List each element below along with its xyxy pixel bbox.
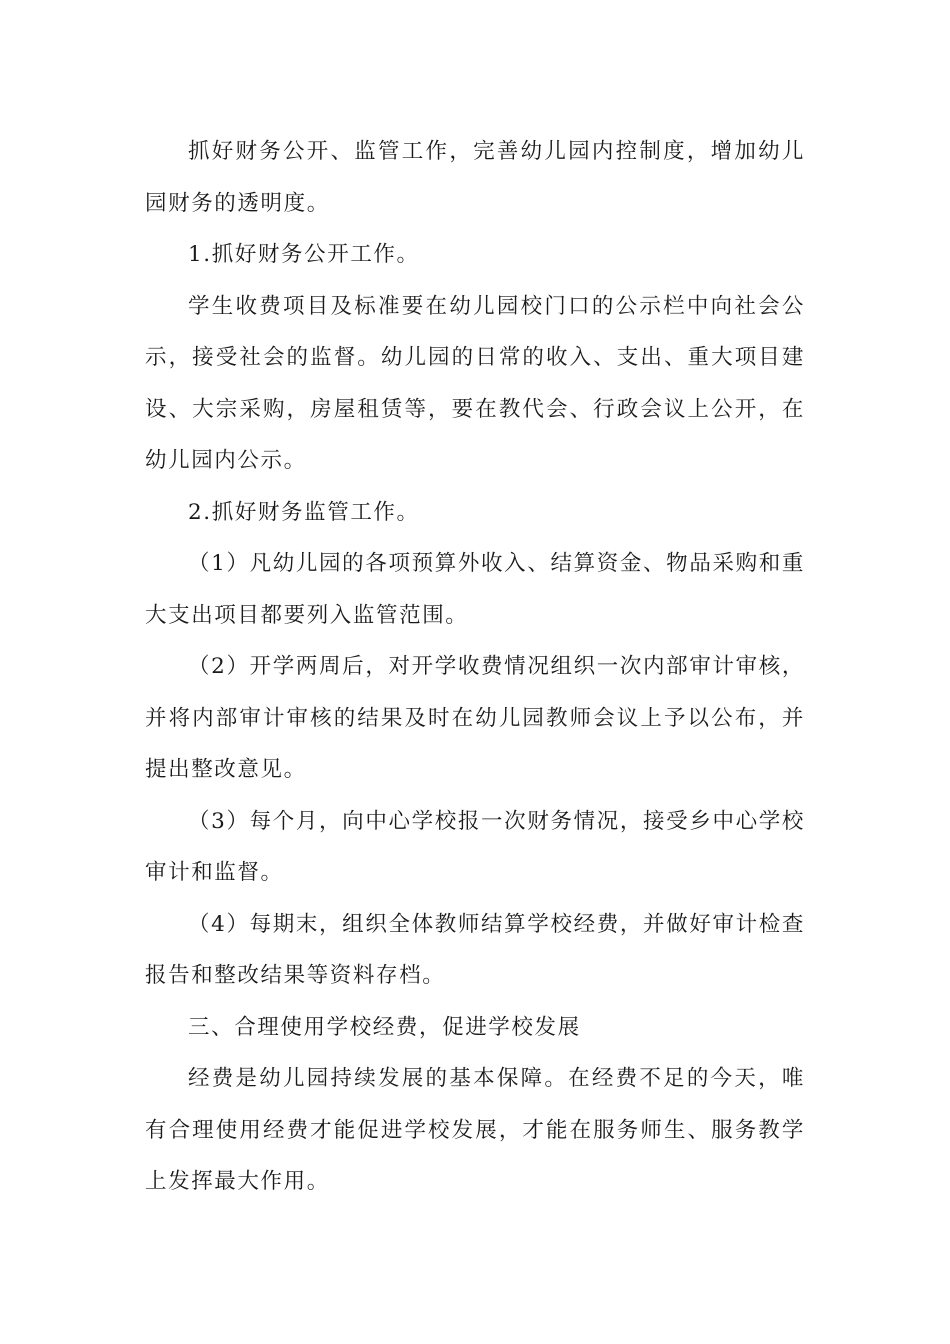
paragraph-subitem-3: （3）每个月，向中心学校报一次财务情况，接受乡中心学校审计和监督。 [145,808,805,885]
paragraph-section-3-body: 经费是幼儿园持续发展的基本保障。在经费不足的今天，唯有合理使用经费才能促进学校发展，才能在服务师生、服务教学上发挥最大作用。 [145,1066,805,1194]
document-body [145,126,805,1208]
paragraph-item-2-heading: 2.抓好财务监管工作。 [188,499,420,525]
section-3-heading: 三、合理使用学校经费，促进学校发展 [188,1014,581,1040]
paragraph-subitem-4: （4）每期末，组织全体教师结算学校经费，并做好审计检查报告和整改结果等资料存档。 [145,911,805,988]
paragraph-financial-disclosure-intro: 抓好财务公开、监管工作，完善幼儿园内控制度，增加幼儿园财务的透明度。 [145,139,805,216]
paragraph-subitem-2: （2）开学两周后，对开学收费情况组织一次内部审计审核，并将内部审计审核的结果及时在幼儿园教师会议上予以公布，并提出整改意见。 [145,654,805,782]
paragraph-item-1-heading: 1.抓好财务公开工作。 [188,242,420,267]
paragraph-item-1-body: 学生收费项目及标准要在幼儿园校门口的公示栏中向社会公示，接受社会的监督。幼儿园的日常的收入、支出、重大项目建设、大宗采购，房屋租赁等，要在教代会、行政会议上公开，在幼儿园内公示。 [145,293,805,473]
paragraph-subitem-1: （1）凡幼儿园的各项预算外收入、结算资金、物品采购和重大支出项目都要列入监管范围。 [145,551,805,628]
